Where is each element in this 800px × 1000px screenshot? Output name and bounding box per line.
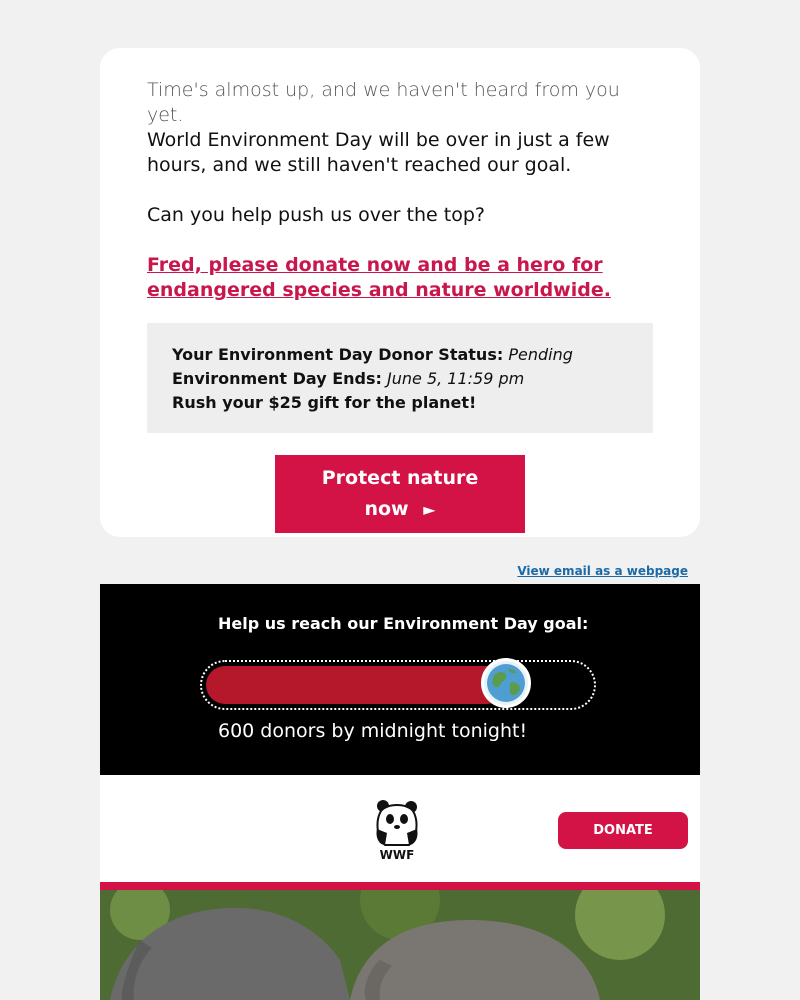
intro-main-text: World Environment Day will be over in just a few hours, and we still haven't reached our goal. <box>147 129 610 176</box>
goal-subtitle: 600 donors by midnight tonight! <box>218 720 528 742</box>
question-text: Can you help push us over the top? <box>147 204 485 226</box>
rush-text: Rush your $25 gift for the planet! <box>172 393 477 412</box>
goal-banner <box>100 584 700 775</box>
message-card <box>100 48 700 537</box>
intro-soft-text: Time's almost up, and we haven't heard from you yet. <box>147 79 620 126</box>
elephants-photo <box>100 890 700 1000</box>
panda-logo-icon[interactable] <box>373 799 421 861</box>
play-arrow-icon: ► <box>423 500 436 519</box>
rush-row <box>172 391 628 415</box>
progress-track <box>200 660 596 710</box>
cta-label-line2: now <box>364 498 409 520</box>
cta-label-line1: Protect nature <box>321 467 479 489</box>
ends-value: June 5, 11:59 pm <box>387 369 525 388</box>
brand-header <box>100 775 700 882</box>
goal-title: Help us reach our Environment Day goal: <box>218 614 589 633</box>
progress-fill <box>206 666 506 704</box>
accent-divider <box>100 882 700 890</box>
logo-text: WWF <box>379 848 415 861</box>
globe-icon <box>481 658 531 708</box>
donor-status-box <box>147 323 653 433</box>
donor-status-label: Your Environment Day Donor Status: <box>172 345 504 364</box>
donor-status-value: Pending <box>508 345 573 364</box>
intro-text <box>147 78 653 178</box>
donor-status-row <box>172 343 628 367</box>
ends-label: Environment Day Ends: <box>172 369 382 388</box>
ends-row <box>172 367 628 391</box>
protect-nature-button[interactable] <box>275 455 525 533</box>
view-webpage-link[interactable]: View email as a webpage <box>517 564 688 578</box>
donate-link[interactable]: Fred, please donate now and be a hero for endangered species and nature worldwide. <box>147 254 611 301</box>
donate-button[interactable]: DONATE <box>558 812 688 849</box>
